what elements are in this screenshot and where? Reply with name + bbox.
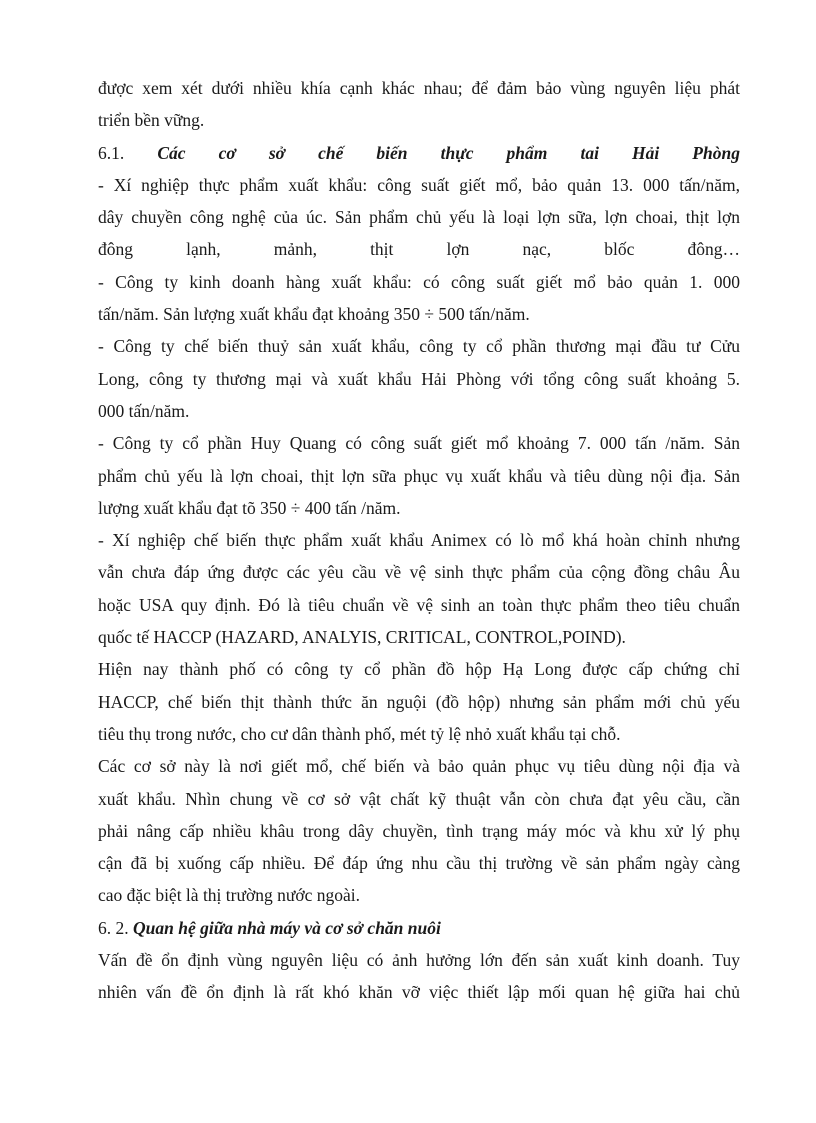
section-number: 6.1. bbox=[98, 142, 125, 163]
text-line: phải nâng cấp nhiều khâu trong dây chuyền, tình trạng máy móc và khu xử lý phụ bbox=[98, 820, 740, 841]
section-number: 6. 2. bbox=[98, 917, 129, 938]
text-line: được xem xét dưới nhiều khía cạnh khác nhau; để đảm bảo vùng nguyên liệu phát bbox=[98, 78, 740, 98]
text-line: quốc tế HACCP (HAZARD, ANALYIS, CRITICAL, CONTROL,POIND). bbox=[98, 627, 626, 648]
text-line: - Xí nghiệp chế biến thực phẩm xuất khẩu Animex có lò mổ khá hoàn chỉnh nhưng bbox=[98, 530, 740, 551]
text-line: phẩm chủ yếu là lợn choai, thịt lợn sữa phục vụ xuất khẩu và tiêu dùng nội địa. Sản bbox=[98, 465, 740, 486]
text-line: xuất khẩu. Nhìn chung về cơ sở vật chất kỹ thuật vẫn còn chưa đạt yêu cầu, cần bbox=[98, 788, 740, 809]
section-heading-6-2 bbox=[98, 912, 740, 944]
document-page bbox=[98, 72, 740, 1009]
heading-word: Các bbox=[157, 142, 186, 163]
heading-word: chế bbox=[318, 142, 344, 163]
word: đông… bbox=[687, 239, 740, 260]
text-line: lượng xuất khẩu đạt tõ 350 ÷ 400 tấn /năm. bbox=[98, 497, 401, 518]
word: lạnh, bbox=[186, 239, 221, 260]
text-line: Các cơ sở này là nơi giết mổ, chế biến và bảo quản phục vụ tiêu dùng nội địa và bbox=[98, 756, 740, 777]
text-line-spread bbox=[98, 233, 740, 265]
text-line: hoặc USA quy định. Đó là tiêu chuẩn về vệ sinh an toàn thực phẩm theo tiêu chuẩn bbox=[98, 594, 740, 615]
word: mảnh, bbox=[273, 239, 317, 260]
heading-word: sở bbox=[268, 142, 286, 163]
text-line: - Công ty cổ phần Huy Quang có công suất giết mổ khoảng 7. 000 tấn /năm. Sản bbox=[98, 433, 740, 454]
text-line: tiêu thụ trong nước, cho cư dân thành phố, mét tỷ lệ nhỏ xuất khẩu tại chỗ. bbox=[98, 723, 621, 744]
word: thịt bbox=[370, 239, 394, 260]
text-line: 000 tấn/năm. bbox=[98, 400, 190, 421]
text-line: Hiện nay thành phố có công ty cổ phần đồ hộp Hạ Long được cấp chứng chỉ bbox=[98, 659, 740, 680]
text-line: - Công ty kinh doanh hàng xuất khẩu: có công suất giết mổ bảo quản 1. 000 bbox=[98, 271, 740, 292]
word: lợn bbox=[446, 239, 470, 260]
text-line: vẫn chưa đáp ứng được các yêu cầu về vệ sinh thực phẩm của cộng đồng châu Âu bbox=[98, 562, 740, 583]
word: nạc, bbox=[522, 239, 552, 260]
text-line: triển bền vững. bbox=[98, 110, 205, 131]
heading-word: tai bbox=[580, 142, 599, 163]
heading-word: biến bbox=[376, 142, 408, 163]
text-line: HACCP, chế biến thịt thành thức ăn nguội (đồ hộp) nhưng sản phẩm mới chủ yếu bbox=[98, 691, 740, 712]
heading-word: cơ bbox=[218, 142, 236, 163]
section-title: Quan hệ giữa nhà máy và cơ sở chăn nuôi bbox=[133, 917, 441, 938]
text-line: dây chuyền công nghệ của úc. Sản phẩm chủ yếu là loại lợn sữa, lợn choai, thịt lợn bbox=[98, 207, 740, 228]
text-line: - Xí nghiệp thực phẩm xuất khẩu: công suất giết mổ, bảo quản 13. 000 tấn/năm, bbox=[98, 174, 740, 195]
heading-word: Hải bbox=[632, 142, 660, 163]
section-heading-6-1 bbox=[98, 137, 740, 169]
text-line: cận đã bị xuống cấp nhiều. Để đáp ứng nhu cầu thị trường về sản phẩm ngày càng bbox=[98, 853, 740, 874]
heading-word: Phòng bbox=[692, 142, 740, 163]
word: blốc bbox=[604, 239, 635, 260]
text-line: Vấn đề ổn định vùng nguyên liệu có ảnh hưởng lớn đến sản xuất kinh doanh. Tuy bbox=[98, 950, 740, 971]
text-line: Long, công ty thương mại và xuất khẩu Hải Phòng với tổng công suất khoảng 5. bbox=[98, 368, 740, 389]
heading-word: thực bbox=[440, 142, 474, 163]
heading-word: phẩm bbox=[506, 142, 548, 163]
word: đông bbox=[98, 239, 133, 260]
text-line: cao đặc biệt là thị trường nước ngoài. bbox=[98, 885, 360, 906]
text-line: - Công ty chế biến thuỷ sản xuất khẩu, công ty cổ phần thương mại đầu tư Cửu bbox=[98, 336, 740, 357]
text-line: tấn/năm. Sản lượng xuất khẩu đạt khoảng 350 ÷ 500 tấn/năm. bbox=[98, 304, 530, 325]
text-line: nhiên vấn đề ổn định là rất khó khăn vỡ việc thiết lập mối quan hệ giữa hai chủ bbox=[98, 982, 740, 1003]
